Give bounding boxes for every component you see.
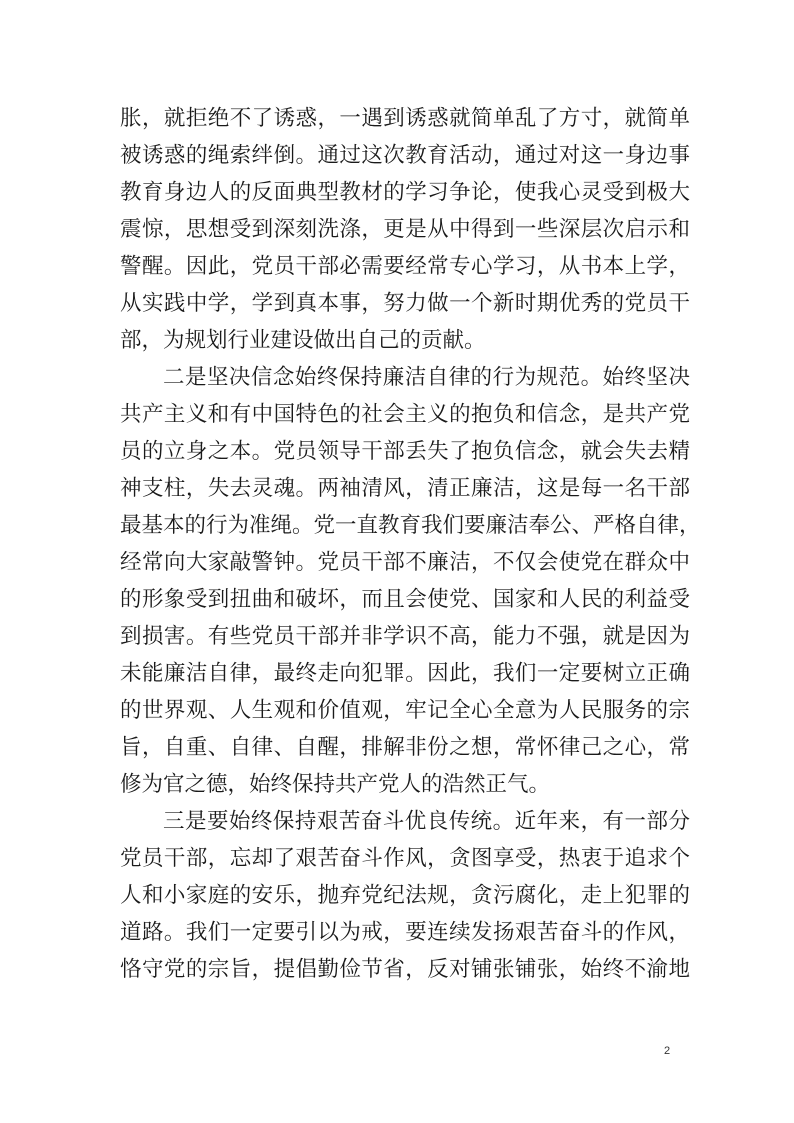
text-line: 经常向大家敲警钟。党员干部不廉洁，不仅会使党在群众中 — [120, 550, 690, 575]
text-line: 教育身边人的反面典型教材的学习争论，使我心灵受到极大 — [120, 180, 690, 205]
text-line: 神支柱，失去灵魂。两袖清风，清正廉洁，这是每一名干部 — [120, 476, 690, 501]
text-line: 警醒。因此，党员干部必需要经常专心学习，从书本上学， — [120, 254, 690, 279]
paragraph-start-line: 三是要始终保持艰苦奋斗优良传统。近年来，有一部分 — [163, 809, 690, 834]
text-line: 部，为规划行业建设做出自己的贡献。 — [120, 328, 486, 353]
text-line: 最基本的行为准绳。党一直教育我们要廉洁奉公、严格自律， — [120, 513, 701, 538]
text-line: 的形象受到扭曲和破坏，而且会使党、国家和人民的利益受 — [120, 587, 690, 612]
text-line: 到损害。有些党员干部并非学识不高，能力不强，就是因为 — [120, 624, 690, 649]
text-line: 共产主义和有中国特色的社会主义的抱负和信念，是共产党 — [120, 402, 690, 427]
text-line: 道路。我们一定要引以为戒，要连续发扬艰苦奋斗的作风， — [120, 920, 690, 945]
body-text — [120, 100, 701, 988]
text-line: 被诱惑的绳索绊倒。通过这次教育活动，通过对这一身边事 — [120, 143, 690, 168]
text-line: 员的立身之本。党员领导干部丢失了抱负信念，就会失去精 — [120, 439, 690, 464]
text-line: 胀，就拒绝不了诱惑，一遇到诱惑就简单乱了方寸，就简单 — [120, 106, 690, 131]
text-line: 党员干部，忘却了艰苦奋斗作风，贪图享受，热衷于追求个 — [120, 846, 690, 871]
text-line: 修为官之德，始终保持共产党人的浩然正气。 — [120, 772, 551, 797]
text-line: 的世界观、人生观和价值观，牢记全心全意为人民服务的宗 — [120, 698, 690, 723]
text-line: 从实践中学，学到真本事，努力做一个新时期优秀的党员干 — [120, 291, 690, 316]
page-number: 2 — [664, 1045, 671, 1057]
text-line: 震惊，思想受到深刻洗涤，更是从中得到一些深层次启示和 — [120, 217, 690, 242]
text-line: 未能廉洁自律，最终走向犯罪。因此，我们一定要树立正确 — [120, 661, 690, 686]
text-line: 恪守党的宗旨，提倡勤俭节省，反对铺张铺张，始终不渝地 — [120, 957, 690, 982]
paragraph-start-line: 二是坚决信念始终保持廉洁自律的行为规范。始终坚决 — [163, 365, 690, 390]
text-line: 旨，自重、自律、自醒，排解非份之想，常怀律己之心，常 — [120, 735, 690, 760]
text-line: 人和小家庭的安乐，抛弃党纪法规，贪污腐化，走上犯罪的 — [120, 883, 690, 908]
